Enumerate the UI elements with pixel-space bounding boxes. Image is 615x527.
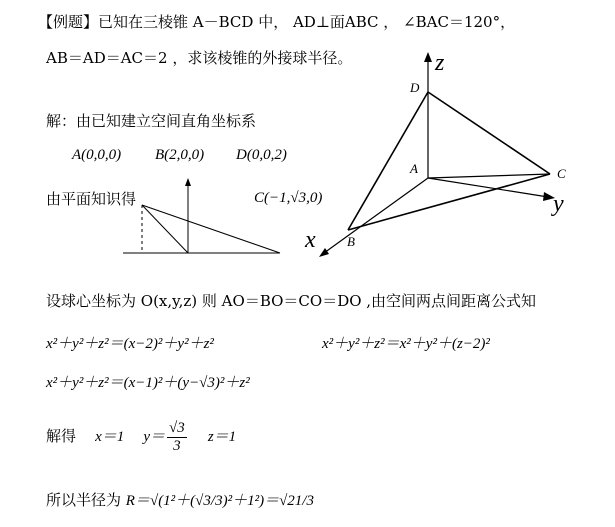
equation-1-right: x²＋y²＋z²＝x²＋y²＋(z−2)² — [322, 336, 490, 352]
x-solution: x＝1 — [95, 429, 125, 445]
z-axis-arrow — [424, 52, 432, 62]
y-numerator: √3 — [169, 419, 185, 436]
coord-b: B(2,0,0) — [155, 147, 205, 163]
axis-label-y: y — [553, 191, 564, 217]
problem-text-1: 已知在三棱锥 A－BCD 中， AD⊥面ABC ， ∠BAC＝120°， — [98, 13, 516, 31]
problem-line-2: AB＝AD＝AC＝2 ，求该棱锥的外接球半径。 — [46, 49, 353, 67]
edge-bc — [348, 174, 550, 230]
problem-line-1 — [38, 13, 515, 31]
y-axis — [428, 178, 548, 197]
vertex-label-a: A — [410, 161, 418, 176]
y-solution-fraction — [167, 420, 187, 455]
solution-intro: 解：由已知建立空间直角坐标系 — [46, 112, 257, 130]
problem-tag: 【例题】 — [38, 13, 99, 31]
radius-label: 所以半径为 — [46, 491, 122, 509]
solution-values — [46, 418, 236, 455]
y-denominator: 3 — [173, 437, 181, 454]
tetrahedron-figure — [300, 40, 605, 265]
planar-sketch — [120, 175, 285, 260]
vertex-label-b: B — [347, 234, 355, 249]
axis-label-x: x — [305, 227, 316, 253]
sketch-segment-ac — [142, 205, 188, 253]
edge-dc — [428, 92, 550, 174]
x-axis — [324, 178, 428, 253]
axis-label-z: z — [435, 50, 445, 76]
equation-1-left: x²＋y²＋z²＝(x−2)²＋y²＋z² — [46, 336, 214, 352]
radius-expression: R＝√(1²＋(√3/3)²＋1²)＝√21/3 — [125, 493, 314, 509]
equation-2: x²＋y²＋z²＝(x−1)²＋(y−√3)²＋z² — [46, 375, 250, 391]
z-solution: z＝1 — [207, 429, 237, 445]
radius-line — [46, 482, 314, 519]
sketch-segment-cb — [142, 205, 280, 253]
edge-ac — [428, 174, 550, 178]
center-line: 设球心坐标为 O(x,y,z) 则 AO＝BO＝CO＝DO ,由空间两点间距离公式知 — [46, 292, 537, 310]
plane-note: 由平面知识得 — [46, 190, 137, 208]
vertex-label-d: D — [410, 80, 420, 95]
vertex-label-c: C — [557, 166, 566, 181]
coord-c: C(−1,√3,0) — [254, 190, 323, 206]
sketch-arrow-head — [185, 178, 191, 186]
coord-d: D(0,0,2) — [236, 147, 287, 163]
solve-label: 解得 — [46, 427, 77, 445]
y-solution-prefix: y＝ — [143, 429, 166, 445]
x-axis-arrow — [319, 248, 329, 257]
coord-a: A(0,0,0) — [72, 147, 122, 163]
